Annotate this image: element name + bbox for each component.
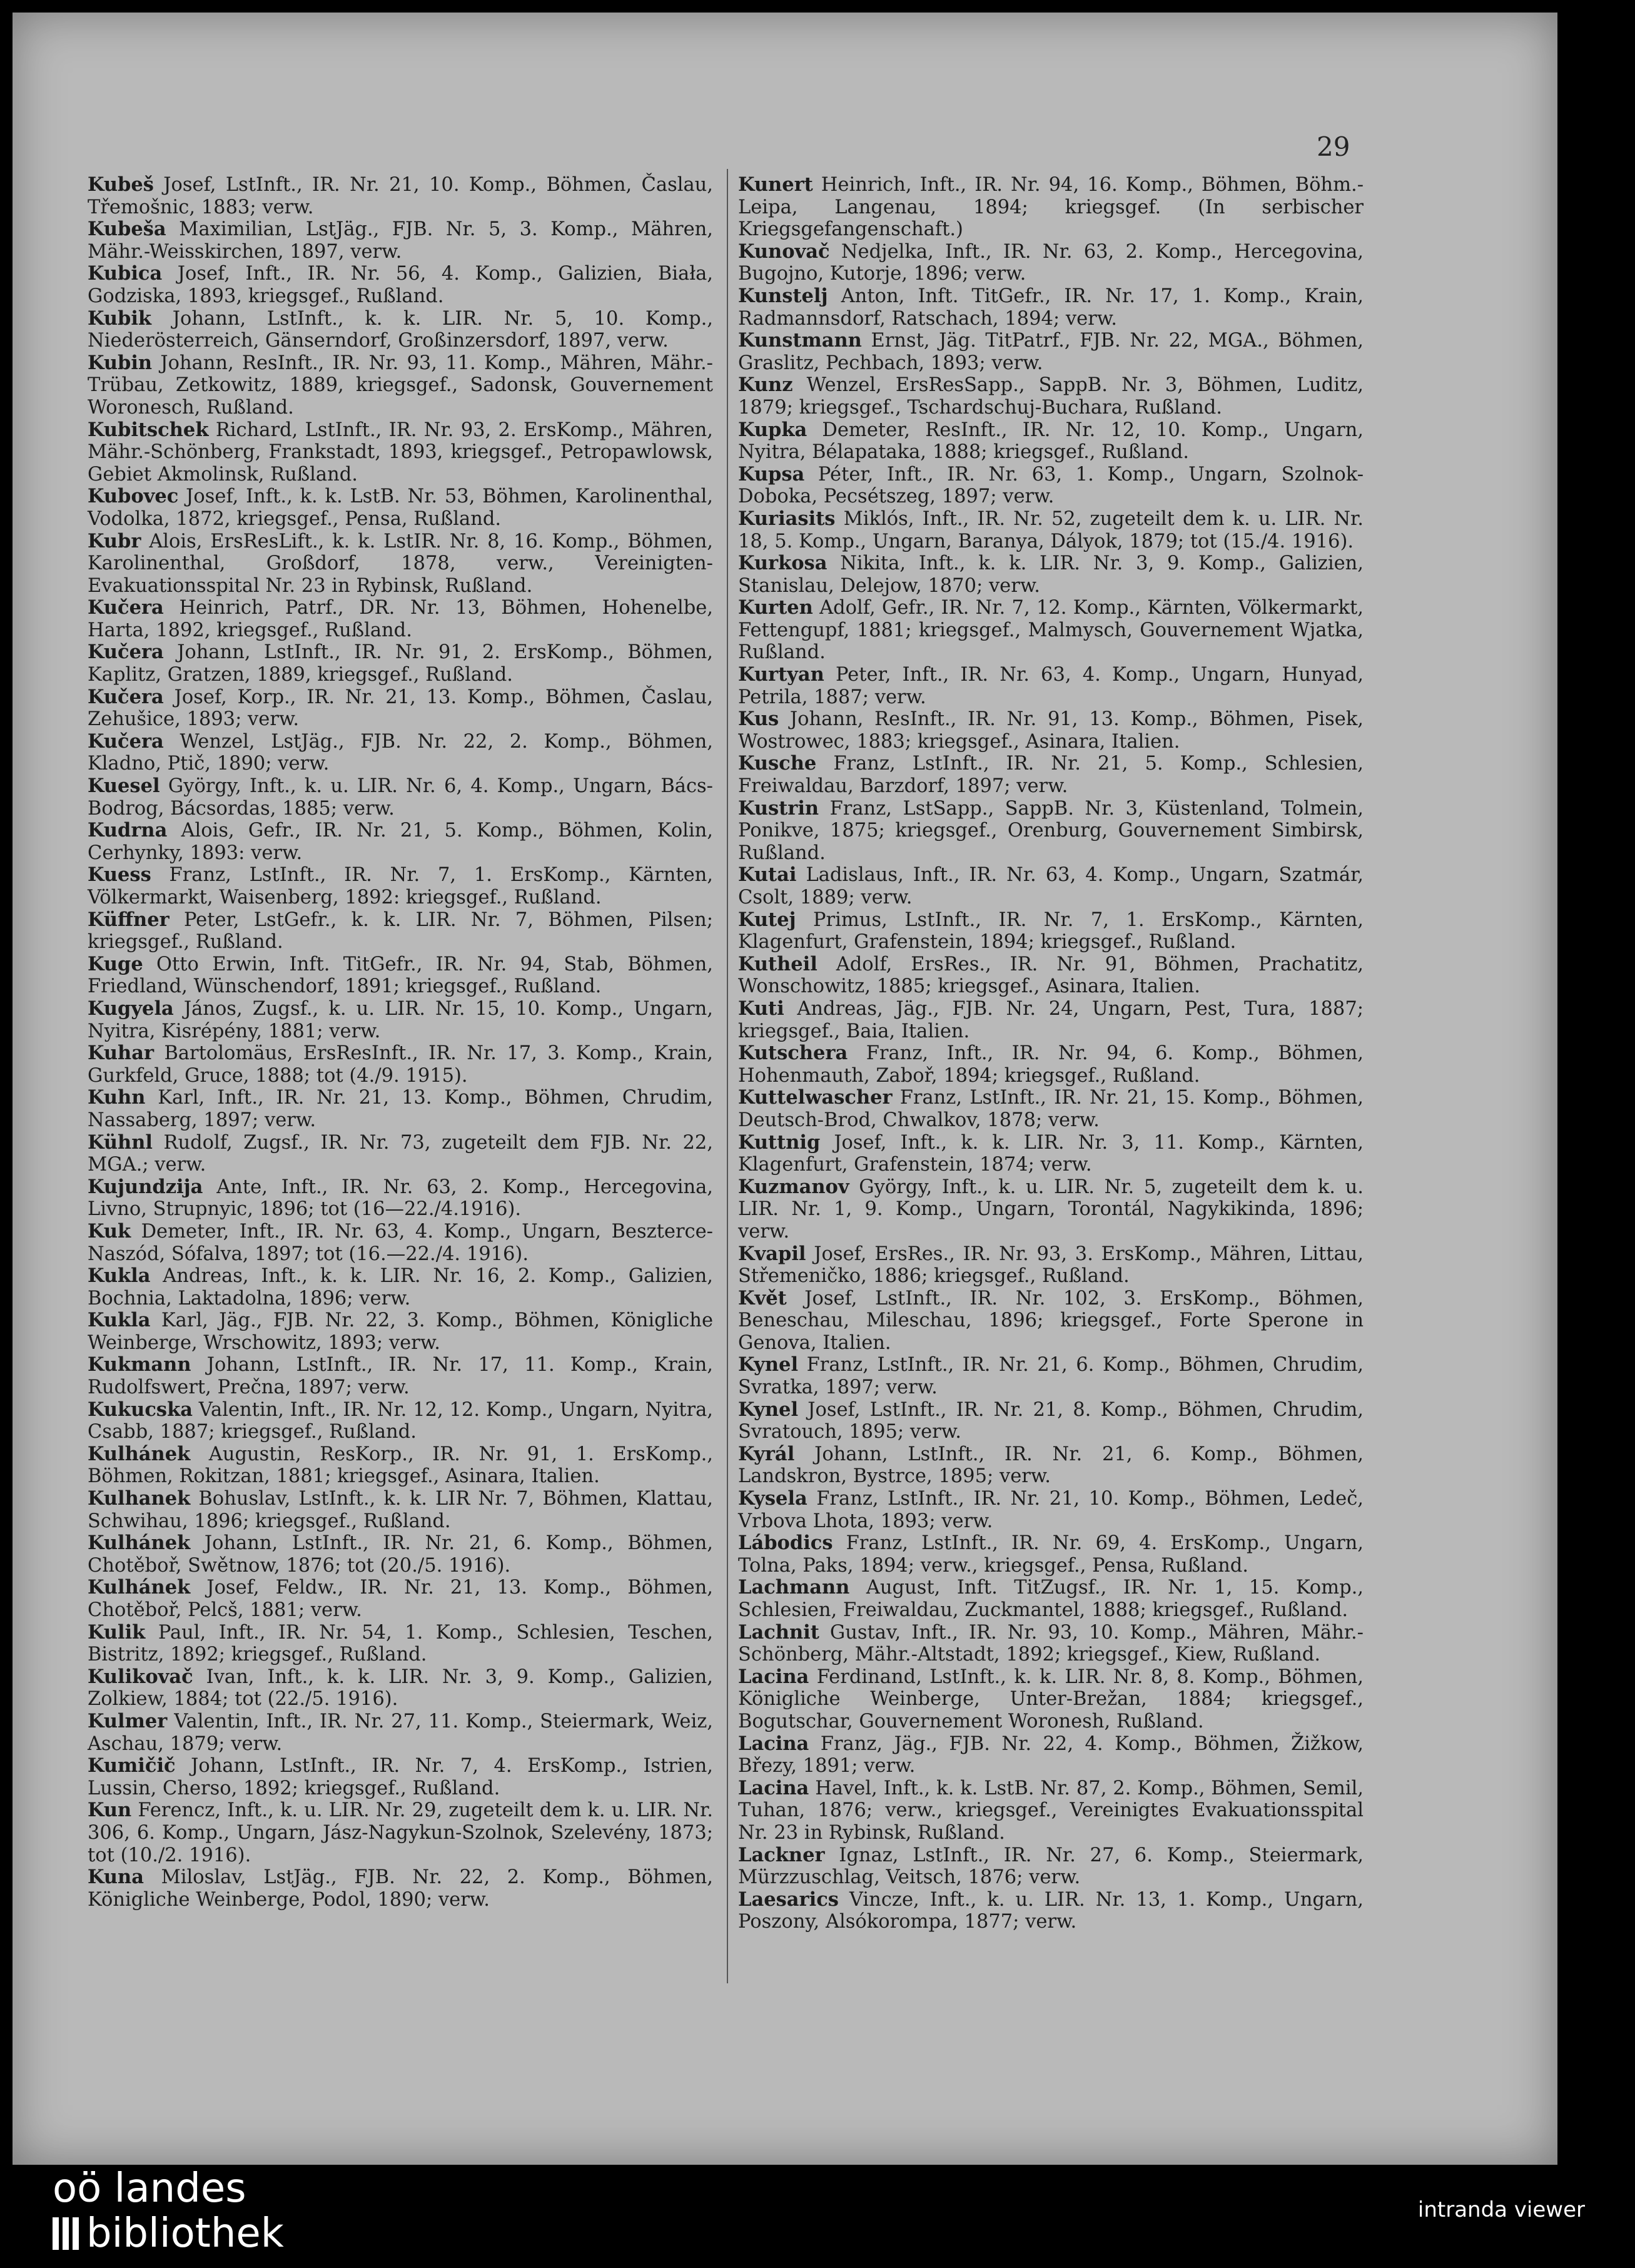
entry-surname: Kujundzija [88,1175,203,1198]
register-entry [738,1733,1364,1777]
entry-surname: Kukla [88,1264,151,1288]
entry-details: György, Inft., k. u. LIR. Nr. 6, 4. Komp., Ungarn, Bács-Bodrog, Bácsordas, 1885; verw. [88,775,713,820]
entry-surname: Kubik [88,307,152,330]
register-entry [88,1799,713,1866]
entry-surname: Kustrin [738,796,819,820]
entry-surname: Kubin [88,351,153,374]
entry-details: Franz, LstInft., IR. Nr. 21, 6. Komp., Böhmen, Chrudim, Svratka, 1897; verw. [738,1354,1364,1399]
register-entry [738,1666,1364,1733]
register-entry [88,1087,713,1131]
register-entry [88,998,713,1042]
entry-surname: Lackner [738,1843,825,1866]
register-entry [88,486,713,530]
entry-details: Maximilian, LstJäg., FJB. Nr. 5, 3. Komp., Mähren, Mähr.-Weisskirchen, 1897, verw. [88,218,713,263]
register-entry [88,263,713,307]
entry-surname: Kutheil [738,952,818,975]
entry-details: Péter, Inft., IR. Nr. 63, 1. Komp., Ungarn, Szolnok-Doboka, Pecsétszeg, 1897; verw. [738,463,1364,508]
register-entry [738,1622,1364,1666]
entry-details: Franz, Inft., IR. Nr. 94, 6. Komp., Böhmen, Hohenmauth, Zaboř, 1894; kriegsgef., Rußland. [738,1042,1364,1087]
register-entry [738,1399,1364,1443]
entry-details: Josef, Inft., k. k. LIR. Nr. 3, 11. Komp., Kärnten, Klagenfurt, Grafenstein, 1874; verw. [738,1131,1364,1176]
entry-surname: Kurtyan [738,663,824,686]
register-entry [738,374,1364,419]
entry-surname: Kutej [738,908,796,931]
entry-surname: Kunovač [738,240,830,263]
entry-details: Ferencz, Inft., k. u. LIR. Nr. 29, zugeteilt dem k. u. LIR. Nr. 306, 6. Komp., Ungarn, Jász-Nagykun-Szolnok, Szelevény, 1873; tot (10./2. 1916). [88,1799,713,1866]
register-entry [738,753,1364,797]
register-entry [738,1844,1364,1889]
entry-details: Josef, Inft., k. k. LstB. Nr. 53, Böhmen, Karolinenthal, Vodolka, 1872, kriegsgef., Pensa, Rußland. [88,486,713,530]
entry-details: Josef, LstInft., IR. Nr. 102, 3. ErsKomp., Böhmen, Beneschau, Mileschau, 1896; kriegsgef., Forte Sperone in Genova, Italien. [738,1287,1364,1354]
register-entry [88,1309,713,1354]
register-entry [88,1711,713,1755]
entry-details: August, Inft. TitZugsf., IR. Nr. 1, 15. Komp., Schlesien, Freiwaldau, Zuckmantel, 1888; kriegsgef., Rußland. [738,1577,1364,1621]
register-entry [738,285,1364,330]
entry-details: Josef, LstInft., IR. Nr. 21, 10. Komp., Böhmen, Časlau, Třemošnic, 1883; verw. [88,174,713,218]
entry-details: Havel, Inft., k. k. LstB. Nr. 87, 2. Komp., Böhmen, Semil, Tuhan, 1876; verw., kriegsgef., Vereinigtes Evakuationsspital Nr. 23 in Rybinsk, Rußland. [738,1777,1364,1844]
register-entry [88,1176,713,1221]
entry-details: Franz, LstInft., IR. Nr. 21, 15. Komp., Böhmen, Deutsch-Brod, Chwalkov, 1878; verw. [738,1087,1364,1131]
entry-surname: Kukla [88,1309,151,1332]
entry-surname: Kunstmann [738,329,862,352]
entry-surname: Kuge [88,952,143,975]
entry-details: Augustin, ResKorp., IR. Nr. 91, 1. ErsKomp., Böhmen, Rokitzan, 1881; kriegsgef., Asinara, Italien. [88,1443,713,1488]
entry-details: Nedjelka, Inft., IR. Nr. 63, 2. Komp., Hercegovina, Bugojno, Kutorje, 1896; verw. [738,240,1364,285]
entry-details: János, Zugsf., k. u. LIR. Nr. 15, 10. Komp., Ungarn, Nyitra, Kisrépény, 1881; verw. [88,997,713,1042]
entry-surname: Kulhánek [88,1442,191,1465]
register-entry [88,775,713,820]
register-entry [738,1132,1364,1176]
register-entry [738,1042,1364,1087]
entry-details: Wenzel, LstJäg., FJB. Nr. 22, 2. Komp., Böhmen, Kladno, Ptič, 1890; verw. [88,730,713,775]
entry-details: Franz, Jäg., FJB. Nr. 22, 4. Komp., Böhmen, Žižkow, Březy, 1891; verw. [738,1732,1364,1777]
entry-surname: Kusche [738,752,817,775]
register-entry [88,909,713,953]
entry-surname: Kubica [88,262,163,285]
register-entry [738,508,1364,552]
register-entry [88,308,713,352]
entry-surname: Kulhanek [88,1487,191,1510]
entry-details: Paul, Inft., IR. Nr. 54, 1. Komp., Schlesien, Teschen, Bistritz, 1892; kriegsgef., Rußland. [88,1621,713,1666]
entry-details: Bartolomäus, ErsResInft., IR. Nr. 17, 3. Komp., Krain, Gurkfeld, Gruce, 1888; tot (4./9. 1915). [88,1042,713,1087]
entry-details: Demeter, ResInft., IR. Nr. 12, 10. Komp., Ungarn, Nyitra, Bélapataka, 1888; kriegsgef., Rußland. [738,419,1364,464]
entry-surname: Kuti [738,997,784,1020]
register-entry [88,820,713,864]
entry-details: Ferdinand, LstInft., k. k. LIR. Nr. 8, 8. Komp., Böhmen, Königliche Weinberge, Unter-Brežan, 1884; kriegsgef., Bogutschar, Gouvernement Woronesh, Rußland. [738,1665,1364,1732]
register-entry [738,1488,1364,1532]
entry-details: Franz, LstInft., IR. Nr. 21, 10. Komp., Böhmen, Ledeč, Vrbova Lhota, 1893; verw. [738,1488,1364,1532]
column-divider [727,169,728,1983]
page-number: 29 [1317,131,1350,162]
register-entry [88,1532,713,1577]
entry-surname: Kunert [738,173,813,196]
register-entry [738,419,1364,464]
entry-surname: Kynel [738,1398,799,1421]
entry-surname: Kuhar [88,1042,154,1065]
viewer-label[interactable]: intranda viewer [1417,2197,1585,2222]
library-logo[interactable] [53,2166,284,2256]
register-entry [88,1221,713,1265]
entry-details: Franz, LstInft., IR. Nr. 69, 4. ErsKomp., Ungarn, Tolna, Paks, 1894; verw., kriegsgef., Pensa, Rußland. [738,1532,1364,1577]
entry-surname: Kuttnig [738,1131,821,1154]
entry-surname: Kumičič [88,1754,176,1777]
entry-surname: Kučera [88,641,164,664]
entry-details: Andreas, Inft., k. k. LIR. Nr. 16, 2. Komp., Galizien, Bochnia, Laktadolna, 1896; verw. [88,1265,713,1309]
logo-bars-icon [53,2217,79,2250]
entry-surname: Kubitschek [88,418,209,441]
entry-details: Nikita, Inft., k. k. LIR. Nr. 3, 9. Komp., Galizien, Stanislau, Delejow, 1870; verw. [738,552,1364,597]
register-entry [88,1755,713,1799]
register-entry [88,174,713,218]
entry-surname: Kučera [88,685,164,708]
scanned-page [13,13,1557,2165]
entry-surname: Kühnl [88,1131,153,1154]
register-entry [88,218,713,263]
entry-surname: Kubeš [88,173,154,196]
entry-details: Franz, LstInft., IR. Nr. 21, 5. Komp., Schlesien, Freiwaldau, Barzdorf, 1897; verw. [738,753,1364,798]
entry-details: Valentin, Inft., IR. Nr. 12, 12. Komp., Ungarn, Nyitra, Csabb, 1887; kriegsgef., Rußland. [88,1398,713,1443]
entry-surname: Lacina [738,1665,809,1688]
register-entry [88,597,713,641]
register-entry [738,864,1364,908]
register-entry [88,352,713,419]
register-entry [738,998,1364,1042]
entry-details: Peter, LstGefr., k. k. LIR. Nr. 7, Böhmen, Pilsen; kriegsgef., Rußland. [88,908,713,953]
entry-details: Johann, ResInft., IR. Nr. 91, 13. Komp., Böhmen, Pisek, Wostrowec, 1883; kriegsgef., Asinara, Italien. [738,708,1364,753]
register-entry [88,1399,713,1443]
register-entry [738,174,1364,241]
entry-details: Alois, ErsResLift., k. k. LstIR. Nr. 8, 16. Komp., Böhmen, Karolinenthal, Großdorf, 1878, verw., Vereinigten-Evakuationsspital Nr. 23 in Rybinsk, Rußland. [88,530,713,597]
register-entry [88,864,713,908]
entry-details: Andreas, Jäg., FJB. Nr. 24, Ungarn, Pest, Tura, 1887; kriegsgef., Baia, Italien. [738,997,1364,1042]
entry-surname: Lachmann [738,1576,850,1599]
register-entry [738,1354,1364,1398]
entry-surname: Kubr [88,529,141,552]
entry-surname: Kukucska [88,1398,193,1421]
entry-details: Ignaz, LstInft., IR. Nr. 27, 6. Komp., Steiermark, Mürzzuschlag, Veitsch, 1876; verw. [738,1844,1364,1889]
entry-surname: Kuess [88,863,151,887]
entry-surname: Kurkosa [738,552,828,575]
entry-surname: Kučera [88,596,164,619]
entry-details: Franz, LstInft., IR. Nr. 7, 1. ErsKomp., Kärnten, Völkermarkt, Waisenberg, 1892: kriegsgef., Rußland. [88,864,713,908]
entry-surname: Küffner [88,908,170,931]
register-entry [738,708,1364,753]
entry-details: Miloslav, LstJäg., FJB. Nr. 22, 2. Komp., Böhmen, Königliche Weinberge, Podol, 1890; verw. [88,1866,713,1911]
entry-surname: Kurten [738,596,813,619]
register-entry [738,1443,1364,1488]
entry-details: Adolf, Gefr., IR. Nr. 7, 12. Komp., Kärnten, Völkermarkt, Fettengupf, 1881; kriegsgef., Malmysch, Gouvernement Wjatka, Rußland. [738,597,1364,664]
logo-line2 [53,2211,284,2256]
register-entry [738,1577,1364,1621]
register-entry [88,1577,713,1621]
entry-details: Miklós, Inft., IR. Nr. 52, zugeteilt dem k. u. LIR. Nr. 18, 5. Komp., Ungarn, Baranya, Dályok, 1879; tot (15./4. 1916). [738,507,1364,552]
entry-surname: Kysela [738,1487,807,1510]
register-entry [738,464,1364,508]
entry-details: Josef, Korp., IR. Nr. 21, 13. Komp., Böhmen, Časlau, Zehušice, 1893; verw. [88,686,713,731]
entry-details: Anton, Inft. TitGefr., IR. Nr. 17, 1. Komp., Krain, Radmannsdorf, Ratschach, 1894; verw. [738,285,1364,330]
entry-surname: Kulikovač [88,1665,193,1688]
entry-surname: Kugyela [88,997,174,1020]
register-entry [738,330,1364,374]
entry-surname: Kučera [88,730,164,753]
entry-details: György, Inft., k. u. LIR. Nr. 5, zugeteilt dem k. u. LIR. Nr. 1, 9. Komp., Ungarn, Torontál, Nagykikinda, 1896; verw. [738,1176,1364,1243]
entry-surname: Laesarics [738,1888,839,1911]
entry-details: Gustav, Inft., IR. Nr. 93, 10. Komp., Mähren, Mähr.-Schönberg, Mähr.-Altstadt, 1892; kriegsgef., Kiew, Rußland. [738,1621,1364,1666]
entry-surname: Lachnit [738,1620,819,1644]
entry-surname: Kutschera [738,1042,848,1065]
entry-details: Johann, LstInft., IR. Nr. 21, 6. Komp., Böhmen, Landskron, Bystrce, 1895; verw. [738,1443,1364,1488]
entry-surname: Lábodics [738,1532,833,1555]
entry-surname: Kunz [738,374,793,397]
register-entry [738,1176,1364,1243]
register-entry [88,1488,713,1532]
entry-surname: Kus [738,708,779,731]
register-entry [88,1132,713,1176]
register-entry [88,731,713,775]
entry-surname: Kutai [738,863,797,887]
register-entry [88,1866,713,1911]
entry-surname: Kuk [88,1219,131,1243]
entry-surname: Kyrál [738,1442,795,1465]
register-entry [88,686,713,731]
entry-details: Vincze, Inft., k. u. LIR. Nr. 13, 1. Komp., Ungarn, Poszony, Alsókorompa, 1877; verw. [738,1888,1364,1933]
entry-details: Johann, LstInft., IR. Nr. 91, 2. ErsKomp., Böhmen, Kaplitz, Gratzen, 1889, kriegsgef., Rußland. [88,641,713,686]
entry-surname: Kunstelj [738,284,828,307]
entry-details: Otto Erwin, Inft. TitGefr., IR. Nr. 94, Stab, Böhmen, Friedland, Wünschendorf, 1891; kriegsgef., Rußland. [88,953,713,998]
entry-details: Ladislaus, Inft., IR. Nr. 63, 4. Komp., Ungarn, Szatmár, Csolt, 1889; verw. [738,864,1364,908]
register-entry [88,953,713,998]
register-entry [88,1354,713,1398]
register-entry [738,953,1364,998]
right-column [738,174,1364,1933]
entry-details: Heinrich, Inft., IR. Nr. 94, 16. Komp., Böhmen, Böhm.-Leipa, Langenau, 1894; kriegsgef. (In serbischer Kriegsgefangenschaft.) [738,174,1364,241]
register-entry [88,1443,713,1488]
register-entry [738,909,1364,953]
entry-details: Ante, Inft., IR. Nr. 63, 2. Komp., Hercegovina, Livno, Strupnyic, 1896; tot (16—22./4.1916). [88,1176,713,1221]
entry-details: Bohuslav, LstInft., k. k. LIR Nr. 7, Böhmen, Klattau, Schwihau, 1896; kriegsgef., Rußland. [88,1488,713,1532]
entry-details: Peter, Inft., IR. Nr. 63, 4. Komp., Ungarn, Hunyad, Petrila, 1887; verw. [738,664,1364,708]
register-entry [88,419,713,486]
entry-details: Ernst, Jäg. TitPatrf., FJB. Nr. 22, MGA., Böhmen, Graslitz, Pechbach, 1893; verw. [738,330,1364,374]
register-entry [88,1666,713,1711]
register-entry [88,1622,713,1666]
entry-surname: Kuzmanov [738,1175,849,1198]
register-entry [88,1265,713,1309]
entry-surname: Kun [88,1799,132,1822]
entry-surname: Kuttelwascher [738,1086,893,1109]
entry-surname: Kuna [88,1866,144,1889]
entry-details: Demeter, Inft., IR. Nr. 63, 4. Komp., Ungarn, Beszterce-Naszód, Sófalva, 1897; tot (16.—22./4. 1916). [88,1220,713,1265]
register-entry [738,798,1364,865]
entry-details: Valentin, Inft., IR. Nr. 27, 11. Komp., Steiermark, Weiz, Aschau, 1879; verw. [88,1710,713,1755]
register-entry [738,1889,1364,1933]
entry-details: Johann, LstInft., IR. Nr. 21, 6. Komp., Böhmen, Chotěboř, Swětnow, 1876; tot (20./5. 1916). [88,1532,713,1577]
register-entry [738,1243,1364,1288]
entry-details: Rudolf, Zugsf., IR. Nr. 73, zugeteilt dem FJB. Nr. 22, MGA.; verw. [88,1131,713,1176]
register-entry [738,597,1364,664]
entry-details: Richard, LstInft., IR. Nr. 93, 2. ErsKomp., Mähren, Mähr.-Schönberg, Frankstadt, 1893, kriegsgef., Petropawlowsk, Gebiet Akmolinsk, Rußland. [88,419,713,486]
entry-details: Johann, LstInft., IR. Nr. 7, 4. ErsKomp., Istrien, Lussin, Cherso, 1892; kriegsgef., Rußland. [88,1755,713,1799]
entry-details: Johann, LstInft., k. k. LIR. Nr. 5, 10. Komp., Niederösterreich, Gänserndorf, Großinzersdorf, 1897, verw. [88,307,713,352]
logo-text-line1: oö landes [53,2165,246,2212]
register-entry [738,1087,1364,1131]
entry-surname: Kulhánek [88,1576,191,1599]
register-entry [738,1532,1364,1577]
entry-surname: Kubovec [88,485,179,508]
left-column [88,174,713,1911]
entry-surname: Kudrna [88,819,168,842]
logo-text-line2: bibliothek [86,2210,284,2257]
entry-details: Johann, ResInft., IR. Nr. 93, 11. Komp., Mähren, Mähr.-Trübau, Zetkowitz, 1889, kriegsgef., Sadonsk, Gouvernement Woronesch, Rußland. [88,352,713,419]
register-entry [738,1288,1364,1355]
entry-details: Karl, Inft., IR. Nr. 21, 13. Komp., Böhmen, Chrudim, Nassaberg, 1897; verw. [88,1087,713,1131]
entry-surname: Kupsa [738,462,805,486]
entry-details: Josef, Inft., IR. Nr. 56, 4. Komp., Galizien, Biała, Godziska, 1893, kriegsgef., Rußland. [88,263,713,307]
entry-surname: Kvapil [738,1242,806,1265]
register-entry [738,241,1364,285]
entry-details: Franz, LstSapp., SappB. Nr. 3, Küstenland, Tolmein, Ponikve, 1875; kriegsgef., Orenburg, Gouvernement Simbirsk, Rußland. [738,797,1364,864]
entry-surname: Lacina [738,1776,809,1799]
entry-details: Ivan, Inft., k. k. LIR. Nr. 3, 9. Komp., Galizien, Zolkiew, 1884; tot (22./5. 1916). [88,1665,713,1711]
register-entry [738,552,1364,597]
entry-details: Primus, LstInft., IR. Nr. 7, 1. ErsKomp., Kärnten, Klagenfurt, Grafenstein, 1894; kriegsgef., Rußland. [738,908,1364,953]
entry-details: Adolf, ErsRes., IR. Nr. 91, Böhmen, Prachatitz, Wonschowitz, 1885; kriegsgef., Asinara, Italien. [738,953,1364,998]
entry-details: Josef, LstInft., IR. Nr. 21, 8. Komp., Böhmen, Chrudim, Svratouch, 1895; verw. [738,1398,1364,1443]
register-entry [88,531,713,598]
entry-surname: Kukmann [88,1353,191,1376]
entry-surname: Kuesel [88,775,160,798]
entry-surname: Kuhn [88,1086,146,1109]
entry-details: Karl, Jäg., FJB. Nr. 22, 3. Komp., Böhmen, Königliche Weinberge, Wrschowitz, 1893; verw. [88,1309,713,1354]
register-entry [88,1042,713,1087]
entry-details: Alois, Gefr., IR. Nr. 21, 5. Komp., Böhmen, Kolin, Cerhynky, 1893: verw. [88,820,713,864]
entry-surname: Kupka [738,418,807,441]
entry-details: Wenzel, ErsResSapp., SappB. Nr. 3, Böhmen, Luditz, 1879; kriegsgef., Tschardschuj-Buchara, Rußland. [738,374,1364,419]
entry-surname: Kubeša [88,218,166,241]
entry-surname: Kuriasits [738,507,836,530]
register-entry [88,641,713,686]
entry-surname: Kulhánek [88,1532,191,1555]
entry-details: Josef, ErsRes., IR. Nr. 93, 3. ErsKomp., Mähren, Littau, Střemeničko, 1886; kriegsgef., Rußland. [738,1243,1364,1288]
entry-surname: Lacina [738,1732,809,1755]
entry-surname: Kulik [88,1620,146,1644]
entry-surname: Květ [738,1286,787,1309]
register-entry [738,1777,1364,1844]
entry-surname: Kulmer [88,1709,168,1732]
entry-details: Johann, LstInft., IR. Nr. 17, 11. Komp., Krain, Rudolfswert, Prečna, 1897; verw. [88,1354,713,1399]
entry-details: Josef, Feldw., IR. Nr. 21, 13. Komp., Böhmen, Chotěboř, Pelcš, 1881; verw. [88,1577,713,1621]
entry-surname: Kynel [738,1353,799,1376]
entry-details: Heinrich, Patrf., DR. Nr. 13, Böhmen, Hohenelbe, Harta, 1892, kriegsgef., Rußland. [88,597,713,641]
register-entry [738,664,1364,708]
